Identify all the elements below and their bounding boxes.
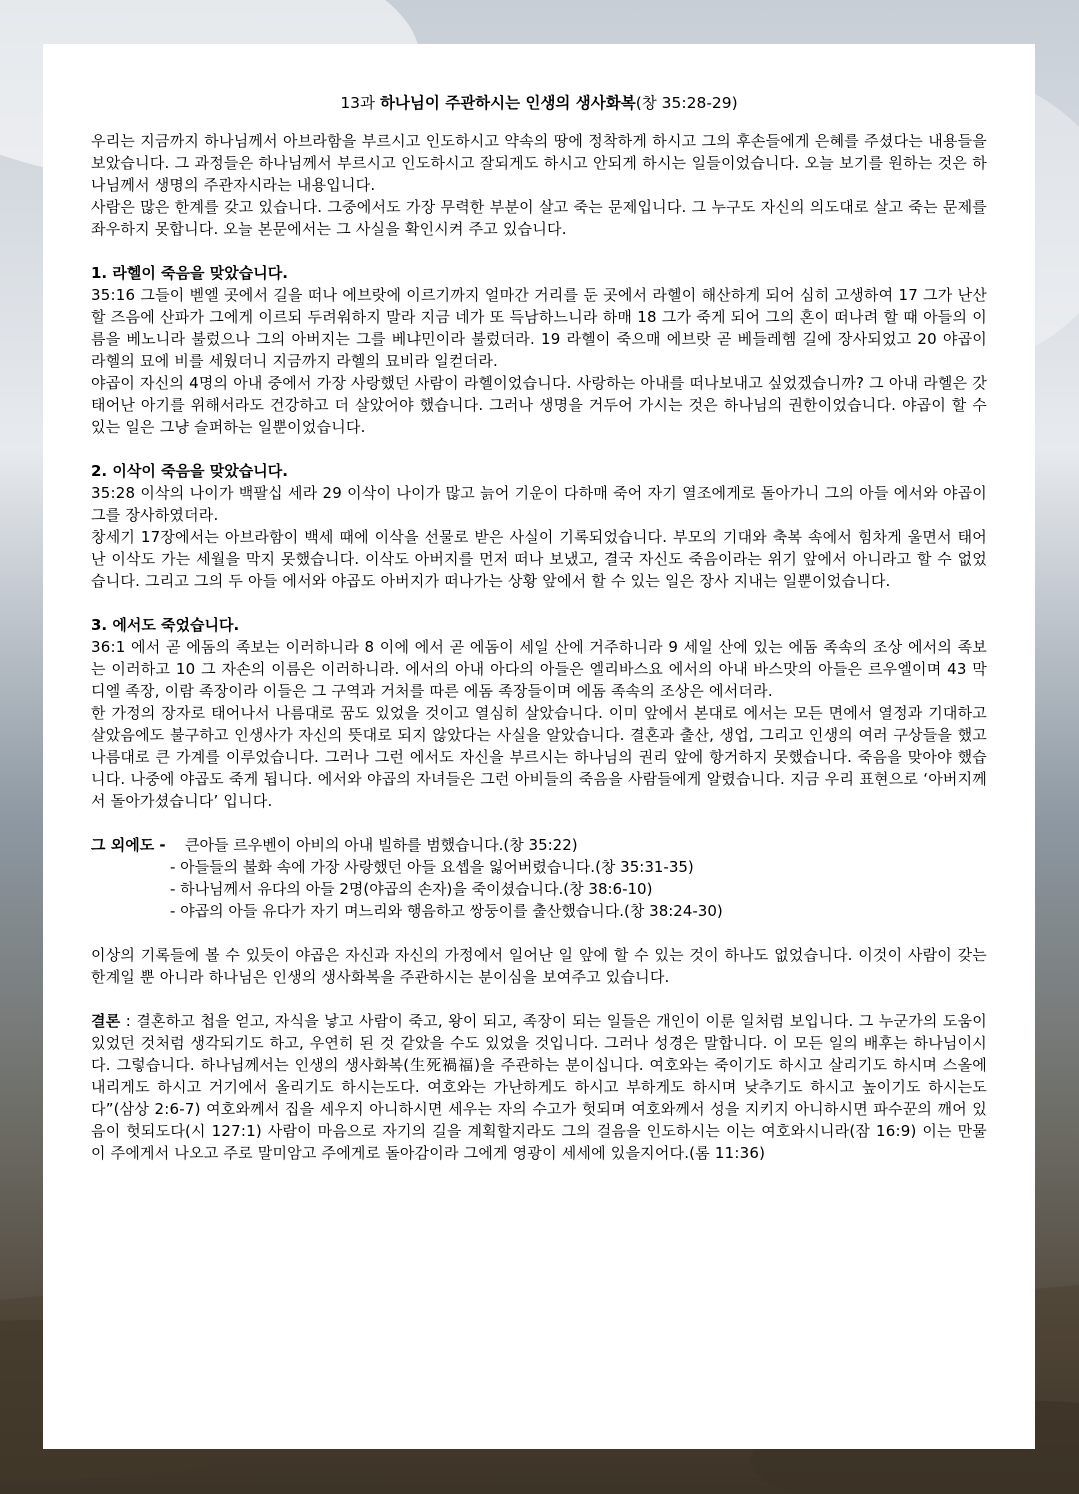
document-page xyxy=(43,44,1035,1449)
others-dash: - xyxy=(154,836,166,854)
summary-paragraph: 이상의 기록들에 볼 수 있듯이 야곱은 자신과 자신의 가정에서 일어난 일 앞에 할 수 있는 것이 하나도 없었습니다. 이것이 사람이 갖는 한계일 뿐 아니라 하나님은 인생의 생사화복을 주관하시는 분이심을 보여주고 있습니다. xyxy=(91,946,987,986)
intro-paragraph-1: 우리는 지금까지 하나님께서 아브라함을 부르시고 인도하시고 약속의 땅에 정착하게 하시고 그의 후손들에게 은혜를 주셨다는 내용들을 보았습니다. 그 과정들은 하나님께서 부르시고 인도하시고 잘되게도 하시고 안되게 하시는 일들이었습니다. 오늘 보기를 원하는 것은 하나님께서 생명의 주관자시라는 내용입니다. xyxy=(91,132,987,194)
section-2-scripture: 35:28 이삭의 나이가 백팔십 세라 29 이삭이 나이가 많고 늙어 기운이 다하매 죽어 자기 열조에게로 돌아가니 그의 아들 에서와 야곱이 그를 장사하였더라. xyxy=(91,484,987,524)
section-3-scripture: 36:1 에서 곧 에돔의 족보는 이러하니라 8 이에 에서 곧 에돔이 세일 산에 거주하니라 9 세일 산에 있는 에돔 족속의 조상 에서의 족보는 이러하고 10 그 자손의 이름은 이러하니라. 에서의 아내 아다의 아들은 엘리바스요 에서의 아내 바스맛의 아들은 르우엘이며 43 막디엘 족장, 이람 족장이라 이들은 그 구역과 거처를 따른 에돔 족장들이며 에돔 족속의 조상은 에서더라. xyxy=(91,638,987,700)
section-3-commentary: 한 가정의 장자로 태어나서 나름대로 꿈도 있었을 것이고 열심히 살았습니다. 이미 앞에서 본대로 에서는 모든 면에서 열정과 기대하고 살았음에도 불구하고 인생사가 자신의 뜻대로 되지 않았다는 사실을 알았습니다. 결혼과 출산, 생업, 그리고 인생의 여러 구상들을 했고 나름대로 큰 가계를 이루었습니다. 그러나 그런 에서도 자신을 부르시는 하나님의 권리 앞에 항거하지 못했습니다. 죽음을 맞아야 했습니다. 나중에 야곱도 죽게 됩니다. 에서와 야곱의 자녀들은 그런 아비들의 죽음을 사람들에게 알렸습니다. 지금 우리 표현으로 ‘아버지께서 돌아가셨습니다’ 입니다. xyxy=(91,704,987,810)
lesson-number: 13과 xyxy=(340,94,380,112)
others-items xyxy=(170,834,737,922)
scripture-reference: (창 35:28-29) xyxy=(635,94,738,112)
lesson-title: 하나님이 주관하시는 인생의 생사화복 xyxy=(379,94,636,112)
section-heading-3: 3. 에서도 죽었습니다. xyxy=(91,616,240,634)
section-1-scripture: 35:16 그들이 벧엘 곳에서 길을 떠나 에브랏에 이르기까지 얼마간 거리를 둔 곳에서 라헬이 해산하게 되어 심히 고생하여 17 그가 난산할 즈음에 산파가 그에게 이르되 두려워하지 말라 지금 네가 또 득남하느니라 하매 18 그가 죽게 되어 그의 혼이 떠나려 할 때 아들의 이름을 베노니라 불렀으나 그의 아버지는 그를 베냐민이라 불렀더라. 19 라헬이 죽으매 에브랏 곧 베들레헴 길에 장사되었고 20 야곱이 라헬의 묘에 비를 세웠더니 지금까지 라헬의 묘비라 일컫더라. xyxy=(91,286,988,370)
document-title xyxy=(91,92,987,114)
intro-paragraph-2: 사람은 많은 한계를 갖고 있습니다. 그중에서도 가장 무력한 부분이 살고 죽는 문제입니다. 그 누구도 자신의 의도대로 살고 죽는 문제를 좌우하지 못합니다. 오늘 본문에서는 그 사실을 확인시켜 주고 있습니다. xyxy=(91,198,987,238)
others-label: 그 외에도 xyxy=(91,836,155,854)
conclusion-paragraph xyxy=(91,1010,987,1164)
others-item: - 아들들의 불화 속에 가장 사랑했던 아들 요셉을 잃어버렸습니다.(창 35:31-35) xyxy=(170,858,694,876)
section-2-commentary: 창세기 17장에서는 아브라함이 백세 때에 이삭을 선물로 받은 사실이 기록되었습니다. 부모의 기대와 축복 속에서 힘차게 울면서 태어난 이삭도 가는 세월을 막지 못했습니다. 이삭도 아버지를 먼저 떠나 보냈고, 결국 자신도 죽음이라는 위기 앞에서 아니라고 할 수 없었습니다. 그리고 그의 두 아들 에서와 야곱도 아버지가 떠나가는 상황 앞에서 할 수 있는 일은 장사 지내는 일뿐이었습니다. xyxy=(91,528,987,590)
conclusion-label: 결론 xyxy=(91,1012,121,1030)
others-list xyxy=(91,834,987,922)
others-item: - 야곱의 아들 유다가 자기 며느리와 행음하고 쌍둥이를 출산했습니다.(창 38:24-30) xyxy=(170,902,723,920)
others-item: 큰아들 르우벤이 아비의 아내 빌하를 범했습니다.(창 35:22) xyxy=(185,836,578,854)
section-heading-2: 2. 이삭이 죽음을 맞았습니다. xyxy=(91,462,288,480)
section-heading-1: 1. 라헬이 죽음을 맞았습니다. xyxy=(91,264,288,282)
section-1-commentary: 야곱이 자신의 4명의 아내 중에서 가장 사랑했던 사람이 라헬이었습니다. 사랑하는 아내를 떠나보내고 싶었겠습니까? 그 아내 라헬은 갓 태어난 아기를 위해서라도 건강하고 더 살았어야 했습니다. 그러나 생명을 거두어 가시는 것은 하나님의 권한이었습니다. 야곱이 할 수 있는 일은 그냥 슬퍼하는 일뿐이었습니다. xyxy=(91,374,987,436)
conclusion-text: : 결혼하고 첩을 얻고, 자식을 낳고 사람이 죽고, 왕이 되고, 족장이 되는 일들은 개인이 이룬 일처럼 보입니다. 그 누군가의 도움이 있었던 것처럼 생각되기도 하고, 우연히 된 것 같았을 수도 있었을 것입니다. 그러나 성경은 말합니다. 이 모든 일의 배후는 하나님이시다. 그렇습니다. 하나님께서는 인생의 생사화복(生死禍福)을 주관하는 분이십니다. 여호와는 죽이기도 하시고 살리기도 하시며 스올에 내리게도 하시고 거기에서 올리기도 하시는도다. 여호와는 가난하게도 하시고 부하게도 하시며 낮추기도 하시고 높이기도 하시는도다”(삼상 2:6-7) 여호와께서 집을 세우지 아니하시면 세우는 자의 수고가 헛되며 여호와께서 성을 지키지 아니하시면 파수꾼의 깨어 있음이 헛되도다(시 127:1) 사람이 마음으로 자기의 길을 계획할지라도 그의 걸음을 인도하시는 이는 여호와시니라(잠 16:9) 이는 만물이 주에게서 나오고 주로 말미암고 주에게로 돌아감이라 그에게 영광이 세세에 있을지어다.(롬 11:36) xyxy=(91,1012,987,1162)
others-item: - 하나님께서 유다의 아들 2명(야곱의 손자)을 죽이셨습니다.(창 38:6-10) xyxy=(170,880,653,898)
